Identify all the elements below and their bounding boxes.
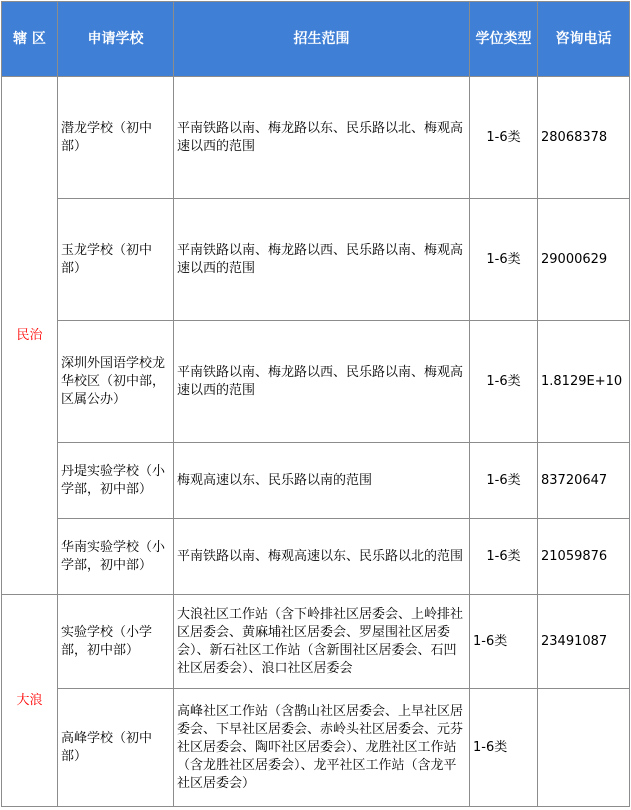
school-cell: 深圳外国语学校龙华校区（初中部，区属公办） xyxy=(58,321,174,443)
type-cell: 1-6类 xyxy=(470,443,538,519)
type-cell: 1-6类 xyxy=(470,595,538,689)
range-cell: 平南铁路以南、梅龙路以东、民乐路以北、梅观高速以西的范围 xyxy=(174,77,470,199)
school-cell: 实验学校（小学部，初中部） xyxy=(58,595,174,689)
phone-cell: 21059876 xyxy=(538,519,630,595)
school-cell: 玉龙学校（初中部） xyxy=(58,199,174,321)
phone-cell: 29000629 xyxy=(538,199,630,321)
header-phone: 咨询电话 xyxy=(538,2,630,77)
range-cell: 梅观高速以东、民乐路以南的范围 xyxy=(174,443,470,519)
header-district: 辖 区 xyxy=(2,2,58,77)
school-cell: 潜龙学校（初中部） xyxy=(58,77,174,199)
table-row xyxy=(2,199,630,321)
range-cell: 平南铁路以南、梅龙路以西、民乐路以南、梅观高速以西的范围 xyxy=(174,199,470,321)
type-cell: 1-6类 xyxy=(470,321,538,443)
table-row xyxy=(2,77,630,199)
table-row xyxy=(2,519,630,595)
table-row xyxy=(2,443,630,519)
range-cell: 平南铁路以南、梅龙路以西、民乐路以南、梅观高速以西的范围 xyxy=(174,321,470,443)
district-cell-dalang: 大浪 xyxy=(2,595,58,807)
table-row xyxy=(2,689,630,807)
type-cell: 1-6类 xyxy=(470,519,538,595)
enrollment-table xyxy=(1,1,630,807)
type-cell: 1-6类 xyxy=(470,689,538,807)
header-type: 学位类型 xyxy=(470,2,538,77)
header-school: 申请学校 xyxy=(58,2,174,77)
table-row xyxy=(2,595,630,689)
district-cell-minzhi: 民治 xyxy=(2,77,58,595)
school-cell: 丹堤实验学校（小学部，初中部） xyxy=(58,443,174,519)
type-cell: 1-6类 xyxy=(470,77,538,199)
school-cell: 高峰学校（初中部） xyxy=(58,689,174,807)
school-cell: 华南实验学校（小学部，初中部） xyxy=(58,519,174,595)
phone-cell: 28068378 xyxy=(538,77,630,199)
range-cell: 大浪社区工作站（含下岭排社区居委会、上岭排社区居委会、黄麻埔社区居委会、罗屋围社区居委会）、新石社区工作站（含新围社区居委会、石凹社区居委会）、浪口社区居委会 xyxy=(174,595,470,689)
type-cell: 1-6类 xyxy=(470,199,538,321)
table-row xyxy=(2,321,630,443)
range-cell: 高峰社区工作站（含鹊山社区居委会、上早社区居委会、下早社区居委会、赤岭头社区居委会、元芬社区居委会、陶吓社区居委会）、龙胜社区工作站（含龙胜社区居委会）、龙平社区工作站（含龙平社区居委会） xyxy=(174,689,470,807)
phone-cell: 83720647 xyxy=(538,443,630,519)
header-row xyxy=(2,2,630,77)
phone-cell: 1.8129E+10 xyxy=(538,321,630,443)
phone-cell xyxy=(538,689,630,807)
range-cell: 平南铁路以南、梅观高速以东、民乐路以北的范围 xyxy=(174,519,470,595)
phone-cell: 23491087 xyxy=(538,595,630,689)
header-range: 招生范围 xyxy=(174,2,470,77)
